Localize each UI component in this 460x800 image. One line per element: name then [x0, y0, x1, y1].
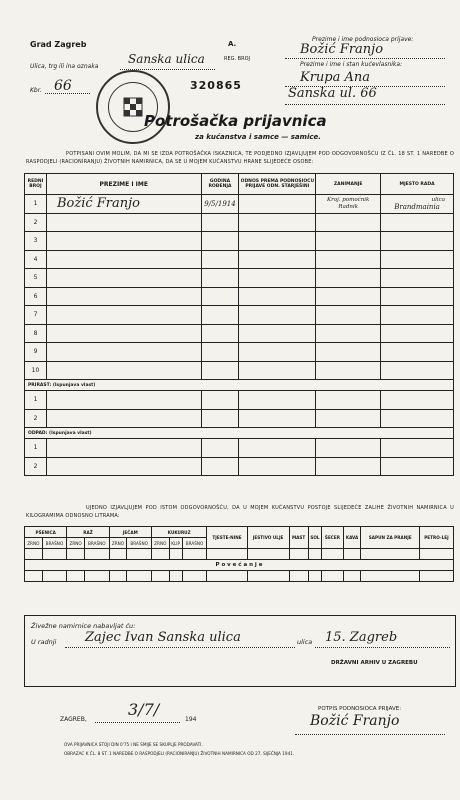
col-workplace: MJESTO RADA [381, 174, 454, 195]
row-number: 1 [25, 391, 47, 410]
purchase-box [24, 615, 456, 687]
table-row [25, 250, 454, 269]
person-occupation [316, 195, 381, 214]
table-row [25, 195, 454, 214]
form-title: Potrošačka prijavnica [144, 112, 327, 130]
col-kava: KAVA [343, 527, 361, 549]
table-row [25, 391, 454, 410]
row-number: 6 [25, 287, 47, 306]
occupation-line-1: Kroj. pomoćnik [327, 196, 370, 203]
row-number: 8 [25, 324, 47, 343]
col-tjestenine: TJESTE-NINE [207, 527, 247, 549]
official-stamp [96, 70, 170, 144]
intro-text: POTPISANI OVIM MOLIM, DA MI SE IZDA POTROŠAČKA ISKAZNICA, TE PODJEDNO IZJAVLJUJEM POD ODGOVORNOŠĆU IZ ČL. 18 ST. 1 NAREDBE O RASPODJELI (RACIONIRANJU) ŽIVOTNIH NAMIRNICA, DA SE U MOJEM KUĆANSTVU HRANE SLIJEDEĆE OSOBE: [26, 151, 454, 165]
sub-zrno: ZRNO [67, 538, 85, 549]
applicant-name-value: Božić Franjo [300, 42, 384, 57]
shop-value: Zajec Ivan Sanska ulica [85, 630, 241, 645]
ration-values-row [25, 571, 454, 582]
place-label: ZAGREB, [60, 716, 87, 723]
row-number: 1 [25, 195, 47, 214]
sub-zrno: ZRNO [109, 538, 127, 549]
col-sol: SOL [308, 527, 322, 549]
street-label-2: ulica [297, 638, 313, 646]
kbr-value: 66 [54, 78, 72, 94]
row-number: 10 [25, 361, 47, 380]
col-number: REDNI BROJ [25, 174, 47, 195]
table-row [25, 409, 454, 428]
price-note: OVA PRIJAVNICA STOJI DIN 0'75 I NE SMIJE SE SKUPLJE PRODAVATI. [64, 742, 203, 747]
col-petrolej: PETRO-LEJ [419, 527, 453, 549]
form-subtitle: za kućanstva i samce — samice. [195, 133, 321, 141]
sub-brasno: BRAŠNO [84, 538, 109, 549]
sub-zrno: ZRNO [25, 538, 43, 549]
row-number: 2 [25, 213, 47, 232]
archive-label: DRŽAVNI ARHIV U ZAGREBU [331, 660, 418, 666]
sub-brasno: BRAŠNO [127, 538, 152, 549]
section-letter: A. [228, 40, 237, 48]
ration-table [24, 526, 454, 582]
row-number: 1 [25, 439, 47, 458]
group-raz: RAŽ [67, 527, 109, 538]
signature-label: POTPIS PODNOSIOCA PRIJAVE: [318, 706, 402, 712]
street-value: Sanska ulica [128, 52, 205, 66]
row-number: 4 [25, 250, 47, 269]
kbr-label: Kbr. [30, 87, 42, 94]
row-number: 9 [25, 343, 47, 362]
table-row [25, 324, 454, 343]
sub-zrno: ZRNO [151, 538, 169, 549]
year-label: 194 [185, 716, 197, 723]
street-label: Ulica, trg ili ina oznaka [30, 63, 99, 70]
row-number: 7 [25, 306, 47, 325]
table-row [25, 439, 454, 458]
shop-street-value: 15. Zagreb [325, 630, 398, 645]
city-label: Grad Zagreb [30, 40, 87, 49]
table-row [25, 306, 454, 325]
date-value: 3/7/ [128, 700, 160, 719]
shop-label: U radnji [31, 638, 57, 646]
table-row [25, 213, 454, 232]
group-jecam: JEČAM [109, 527, 151, 538]
col-occupation: ZANIMANJE [316, 174, 381, 195]
workplace-line-1: ulica [431, 196, 445, 203]
table-row [25, 287, 454, 306]
person-name: Božić Franjo [46, 195, 201, 214]
sub-brasno: BRAŠNO [42, 538, 67, 549]
col-birth: GODINA ROĐENJA [201, 174, 239, 195]
person-workplace [381, 195, 454, 214]
ration-header-row [25, 527, 454, 538]
group-kukuruz: KUKURUZ [151, 527, 206, 538]
landlord-label: Prezime i ime i stan kućevlasnika: [300, 61, 403, 68]
row-number: 2 [25, 457, 47, 476]
row-number: 2 [25, 409, 47, 428]
odpad-header-row [25, 428, 454, 439]
odpad-label: ODPAD: (Ispunjava vlast) [25, 428, 454, 439]
col-secer: ŠEĆER [322, 527, 343, 549]
workplace-line-2: Brandmainia [394, 202, 440, 211]
prirast-header-row [25, 380, 454, 391]
ration-values-row [25, 549, 454, 560]
occupation-line-2: Radnik [338, 203, 359, 210]
table-row [25, 269, 454, 288]
col-ulje: JESTIVO ULJE [247, 527, 289, 549]
reg-label: REG. BROJ [224, 56, 251, 62]
declaration-text: UJEDNO IZJAVLJUJEM POD ISTOM ODGOVORNOŠĆU, DA U MOJEM KUĆANSTVU POSTOJE SLIJEDEĆE ZALIHE ŽIVOTNIH NAMIRNICA U KILOGRAMIMA ODNOSNO LITRAMA: [26, 505, 454, 519]
col-sapun: SAPUN ZA PRANJE [361, 527, 419, 549]
col-mast: MAST [289, 527, 308, 549]
signature-value: Božić Franjo [310, 713, 400, 729]
table-header-row [25, 174, 454, 195]
person-birth: 9/5/1914 [201, 195, 239, 214]
person-relation [239, 195, 316, 214]
prirast-label: PRIRAST: (Ispunjava vlast) [25, 380, 454, 391]
row-number: 5 [25, 269, 47, 288]
landlord-value-2: Sanska ul. 66 [288, 86, 377, 101]
povecanje-row [25, 560, 454, 571]
purchase-label: Živežne namirnice nabavljat ću: [31, 622, 136, 630]
applicant-name-label: Prezime i ime podnosioca prijave: [312, 36, 414, 43]
col-relation: ODNOS PREMA PODNOSIOCU PRIJAVE ODN. STARJEŠINI [239, 174, 316, 195]
sub-klip: KLIP [169, 538, 182, 549]
serial-number: 320865 [190, 79, 242, 92]
sub-brasno: BRAŠNO [182, 538, 207, 549]
persons-table [24, 173, 454, 476]
table-row [25, 457, 454, 476]
col-name: PREZIME I IME [46, 174, 201, 195]
regulation-note: OBRAZAC K ČL. 8 ST. 1 NAREDBE O RASPODJELI (RACIONIRANJU) ŽIVOTNIH NAMIRNICA OD 27. SIJEČNJA 1941. [64, 751, 295, 756]
table-row [25, 232, 454, 251]
table-row [25, 361, 454, 380]
table-row [25, 343, 454, 362]
row-number: 3 [25, 232, 47, 251]
landlord-value-1: Krupa Ana [300, 70, 371, 85]
group-psenica: PŠENICA [25, 527, 67, 538]
povecanje-label: P o v e ć a n j e [25, 560, 454, 571]
